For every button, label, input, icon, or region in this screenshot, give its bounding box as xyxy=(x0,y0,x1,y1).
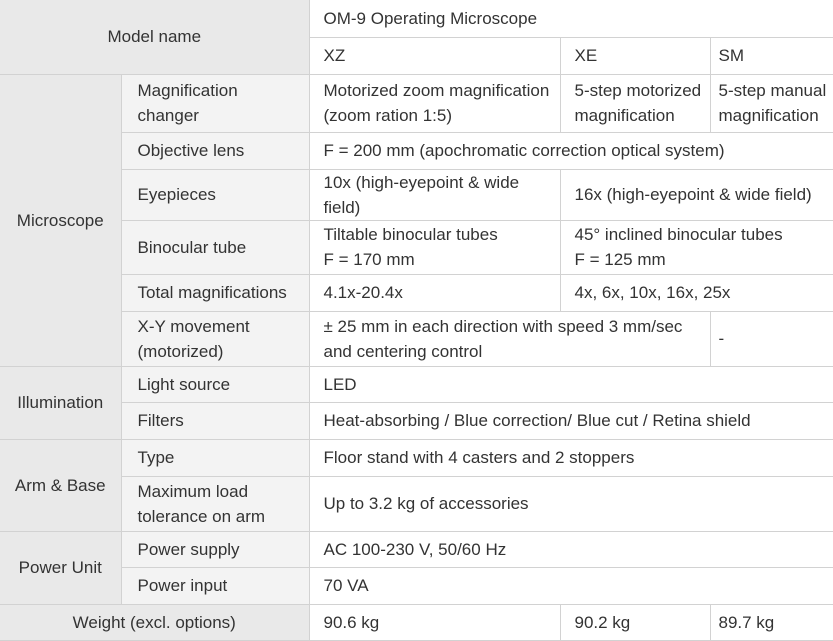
total-magnifications-xe-sm: 4x, 6x, 10x, 16x, 25x xyxy=(560,274,833,311)
table-row xyxy=(0,476,833,531)
eyepieces-xz: 10x (high-eyepoint & wide field) xyxy=(309,169,560,220)
model-name-label: Model name xyxy=(0,0,309,74)
filters-value: Heat-absorbing / Blue correction/ Blue cut / Retina shield xyxy=(309,402,833,439)
table-row xyxy=(0,311,833,366)
table-row xyxy=(0,366,833,402)
table-row xyxy=(0,402,833,439)
table-row xyxy=(0,439,833,476)
variant-xe-header: XE xyxy=(560,37,710,74)
table-row xyxy=(0,132,833,169)
power-input-label: Power input xyxy=(121,567,309,604)
max-load-label: Maximum load tolerance on arm xyxy=(121,476,309,531)
power-supply-value: AC 100-230 V, 50/60 Hz xyxy=(309,531,833,567)
power-input-value: 70 VA xyxy=(309,567,833,604)
table-row xyxy=(0,567,833,604)
binocular-tube-xe-sm: 45° inclined binocular tubes F = 125 mm xyxy=(560,220,833,274)
arm-base-category: Arm & Base xyxy=(0,439,121,531)
type-label: Type xyxy=(121,439,309,476)
max-load-value: Up to 3.2 kg of accessories xyxy=(309,476,833,531)
xy-movement-label: X-Y movement (motorized) xyxy=(121,311,309,366)
binocular-tube-label: Binocular tube xyxy=(121,220,309,274)
total-magnifications-xz: 4.1x-20.4x xyxy=(309,274,560,311)
xy-movement-xz-xe: ± 25 mm in each direction with speed 3 mm/sec and centering control xyxy=(309,311,710,366)
filters-label: Filters xyxy=(121,402,309,439)
table-row xyxy=(0,74,833,132)
weight-xz: 90.6 kg xyxy=(309,604,560,640)
table-row xyxy=(0,604,833,640)
magnification-changer-sm: 5-step manual magnification xyxy=(710,74,833,132)
xy-movement-sm: - xyxy=(710,311,833,366)
variant-sm-header: SM xyxy=(710,37,833,74)
microscope-category: Microscope xyxy=(0,74,121,366)
illumination-category: Illumination xyxy=(0,366,121,439)
model-title: OM-9 Operating Microscope xyxy=(309,0,833,37)
binocular-tube-xz: Tiltable binocular tubes F = 170 mm xyxy=(309,220,560,274)
table-row xyxy=(0,274,833,311)
table-row xyxy=(0,0,833,37)
objective-lens-value: F = 200 mm (apochromatic correction optical system) xyxy=(309,132,833,169)
objective-lens-label: Objective lens xyxy=(121,132,309,169)
light-source-label: Light source xyxy=(121,366,309,402)
variant-xz-header: XZ xyxy=(309,37,560,74)
weight-sm: 89.7 kg xyxy=(710,604,833,640)
table-row xyxy=(0,169,833,220)
magnification-changer-xe: 5-step motorized magnification xyxy=(560,74,710,132)
weight-label: Weight (excl. options) xyxy=(0,604,309,640)
total-magnifications-label: Total magnifications xyxy=(121,274,309,311)
table-row xyxy=(0,220,833,274)
table-row xyxy=(0,531,833,567)
light-source-value: LED xyxy=(309,366,833,402)
power-supply-label: Power supply xyxy=(121,531,309,567)
magnification-changer-xz: Motorized zoom magnification (zoom ration 1:5) xyxy=(309,74,560,132)
magnification-changer-label: Magnification changer xyxy=(121,74,309,132)
power-unit-category: Power Unit xyxy=(0,531,121,604)
eyepieces-label: Eyepieces xyxy=(121,169,309,220)
type-value: Floor stand with 4 casters and 2 stoppers xyxy=(309,439,833,476)
weight-xe: 90.2 kg xyxy=(560,604,710,640)
eyepieces-xe-sm: 16x (high-eyepoint & wide field) xyxy=(560,169,833,220)
